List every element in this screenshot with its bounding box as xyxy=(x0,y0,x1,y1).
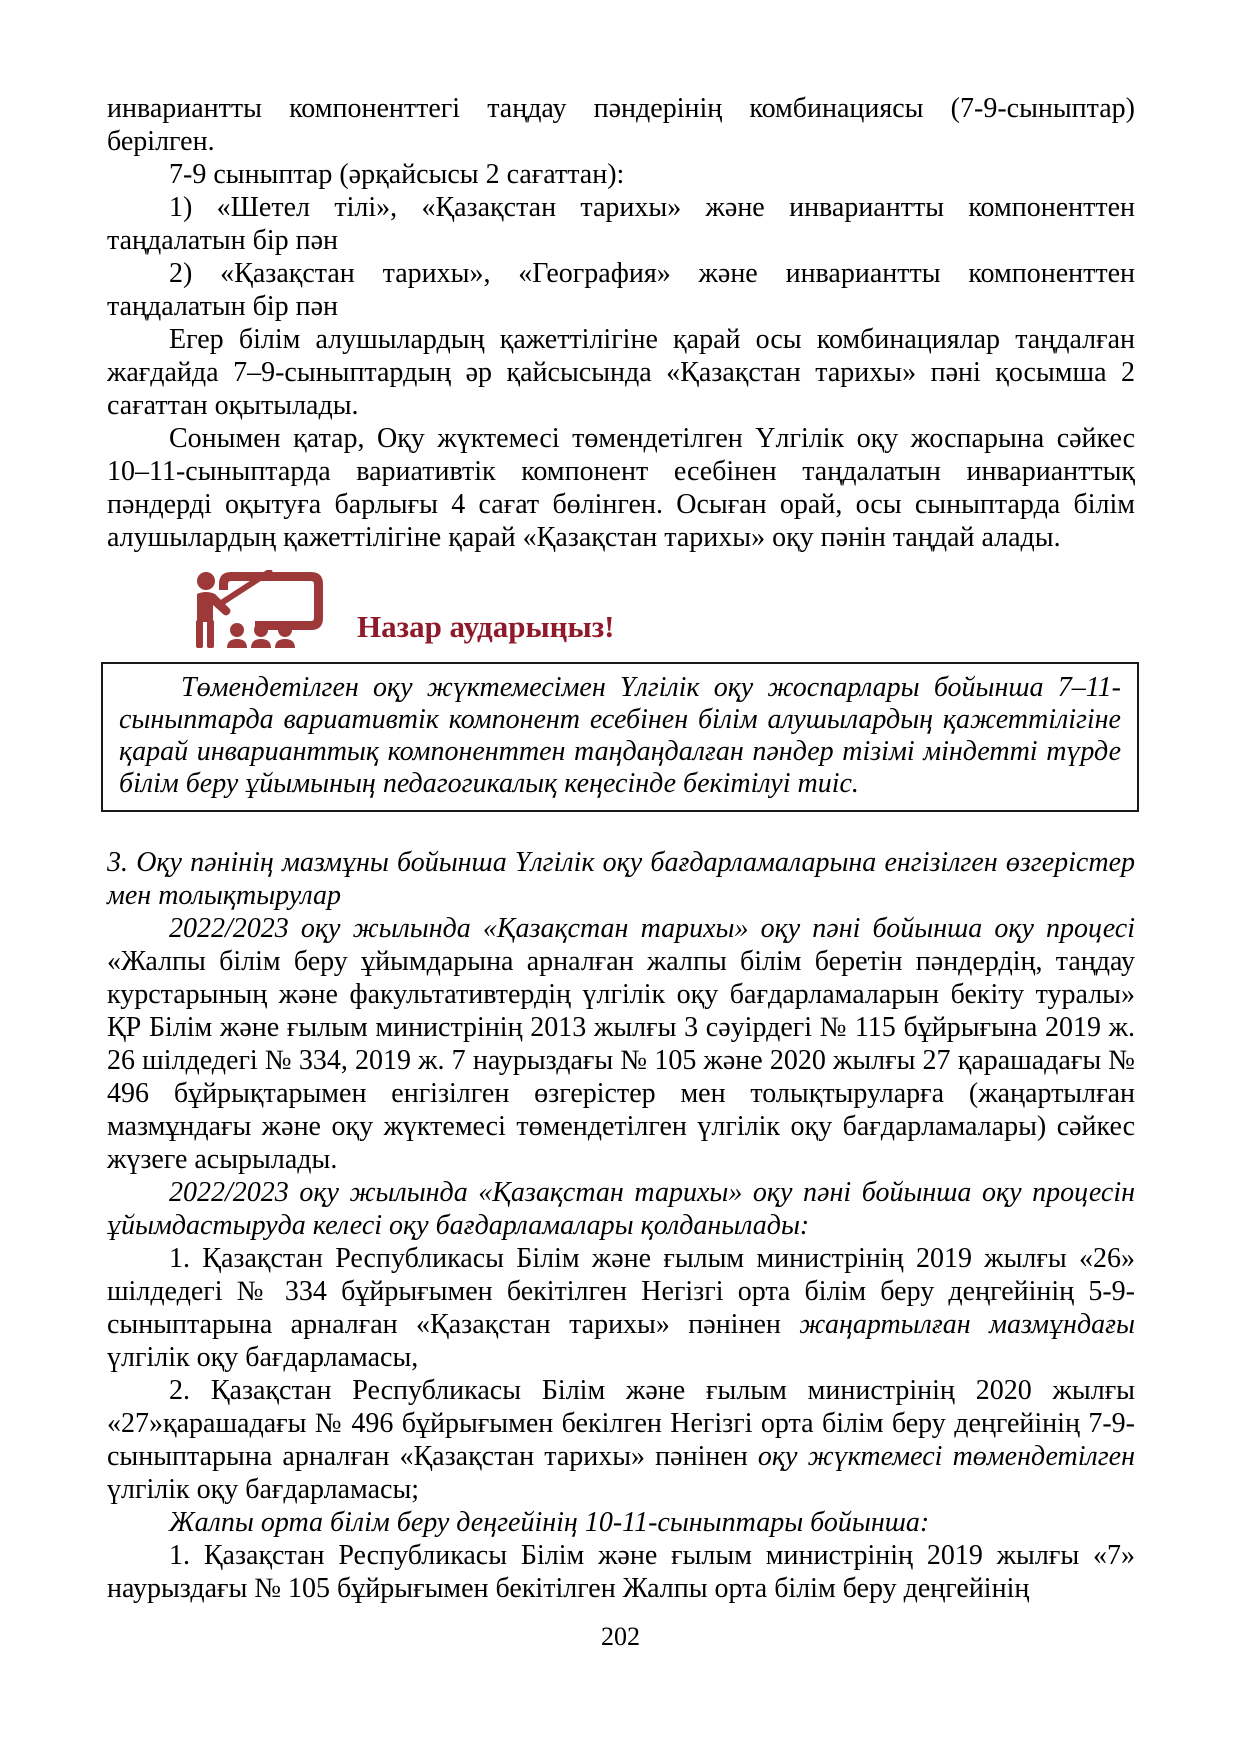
paragraph xyxy=(107,323,1135,422)
text-run: Егер білім алушылардың қажеттілігіне қарай осы комбинациялар таңдалған жағдайда 7–9-сыныптардың әр қайсысында «Қазақстан тарихы» пәні қосымша 2 сағаттан оқытылады. xyxy=(107,324,1135,421)
text-run: 7-9 сыныптар (әрқайсысы 2 сағаттан): xyxy=(169,159,625,190)
text-run: Төмендетілген оқу жүктемесімен Үлгілік оқу жоспарлары бойынша 7–11-сыныптарда вариативтік компонент есебінен білім алушылардың қажеттілігіне қарай инварианттық компоненттен таңдаңдалған пәндер тізімі міндетті түрде білім беру ұйымының педагогикалық кеңесінде бекітілуі тиіс. xyxy=(119,672,1121,799)
paragraph xyxy=(107,257,1135,323)
section-heading xyxy=(107,846,1135,912)
attention-note-box xyxy=(101,662,1139,812)
text-run: жаңартылған мазмұндағы xyxy=(799,1309,1135,1340)
teacher-presentation-icon xyxy=(185,570,325,648)
text-run: Сонымен қатар, Оқу жүктемесі төмендетілген Үлгілік оқу жоспарына сәйкес 10–11-сыныптарда вариативтік компонент есебінен таңдалатын инварианттық пәндерді оқытуға барлығы 4 сағат бөлінген. Осыған орай, осы сыныптарда білім алушылардың қажеттілігіне қарай «Қазақстан тарихы» оқу пәнін таңдай алады. xyxy=(107,423,1135,553)
paragraph xyxy=(107,912,1135,1176)
text-run: 2022/2023 оқу жылында «Қазақстан тарихы» оқу пәні бойынша оқу процесін ұйымдастыруда келесі оқу бағдарламалары қолданылады: xyxy=(107,1177,1135,1241)
text-run: Жалпы орта білім беру деңгейінің 10-11-сыныптары бойынша: xyxy=(169,1507,930,1538)
text-run: инвариантты компоненттегі таңдау пәндерінің комбинациясы (7-9-сыныптар) берілген. xyxy=(107,93,1135,157)
paragraph xyxy=(107,158,1135,191)
attention-label: Назар аударыңыз! xyxy=(357,609,615,644)
paragraph xyxy=(107,1176,1135,1242)
page-number: 202 xyxy=(601,1622,640,1651)
text-run: 3. Оқу пәнінің мазмұны бойынша Үлгілік оқу бағдарламаларына енгізілген өзгерістер мен толықтырулар xyxy=(107,847,1135,911)
paragraph xyxy=(107,1539,1135,1605)
text-run: үлгілік оқу бағдарламасы; xyxy=(107,1474,420,1505)
text-run: «Жалпы білім беру ұйымдарына арналған жалпы білім беретін пәндердің, таңдау курстарының және факультативтердің үлгілік оқу бағдарламаларын бекіту туралы» ҚР Білім және ғылым министрінің 2013 жылғы 3 сәуірдегі № 115 бұйрығына 2019 ж. 26 шілдедегі № 334, 2019 ж. 7 наурыздағы № 105 және 2020 жылғы 27 қарашадағы № 496 бұйрықтарымен енгізілген өзгерістер мен толықтыруларға (жаңартылған мазмұндағы және оқу жүктемесі төмендетілген үлгілік оқу бағдарламалары) сәйкес жүзеге асырылады. xyxy=(107,946,1135,1175)
paragraph xyxy=(107,92,1135,158)
paragraph xyxy=(119,672,1121,800)
document-body xyxy=(107,92,1135,1605)
paragraph xyxy=(107,1506,1135,1539)
text-run: 2022/2023 оқу жылында «Қазақстан тарихы» оқу пәні бойынша оқу процесі xyxy=(169,913,1135,944)
paragraph xyxy=(107,1374,1135,1506)
text-run: 2) «Қазақстан тарихы», «География» және инвариантты компоненттен таңдалатын бір пән xyxy=(107,258,1135,322)
paragraph xyxy=(107,422,1135,554)
text-run: 1) «Шетел тілі», «Қазақстан тарихы» және инвариантты компоненттен таңдалатын бір пән xyxy=(107,192,1135,256)
text-run: үлгілік оқу бағдарламасы, xyxy=(107,1342,419,1373)
paragraph xyxy=(107,1242,1135,1374)
text-run: 1. Қазақстан Республикасы Білім және ғылым министрінің 2019 жылғы «26» шілдедегі № 334 бұйрығымен бекітілген Негізгі орта білім беру деңгейінің 5-9-сыныптарына арналған «Қазақстан тарихы» пәнінен xyxy=(107,1243,1135,1340)
text-run: 1. Қазақстан Республикасы Білім және ғылым министрінің 2019 жылғы «7» наурыздағы № 105 бұйрығымен бекітілген Жалпы орта білім беру деңгейінің xyxy=(107,1540,1135,1604)
text-run: оқу жүктемесі төмендетілген xyxy=(757,1441,1135,1472)
paragraph xyxy=(107,191,1135,257)
text-run: 2. Қазақстан Республикасы Білім және ғылым министрінің 2020 жылғы «27»қарашадағы № 496 бұйрығымен бекілген Негізгі орта білім беру деңгейінің 7-9-сыныптарына арналған «Қазақстан тарихы» пәнінен xyxy=(107,1375,1135,1472)
attention-heading xyxy=(185,570,1135,648)
